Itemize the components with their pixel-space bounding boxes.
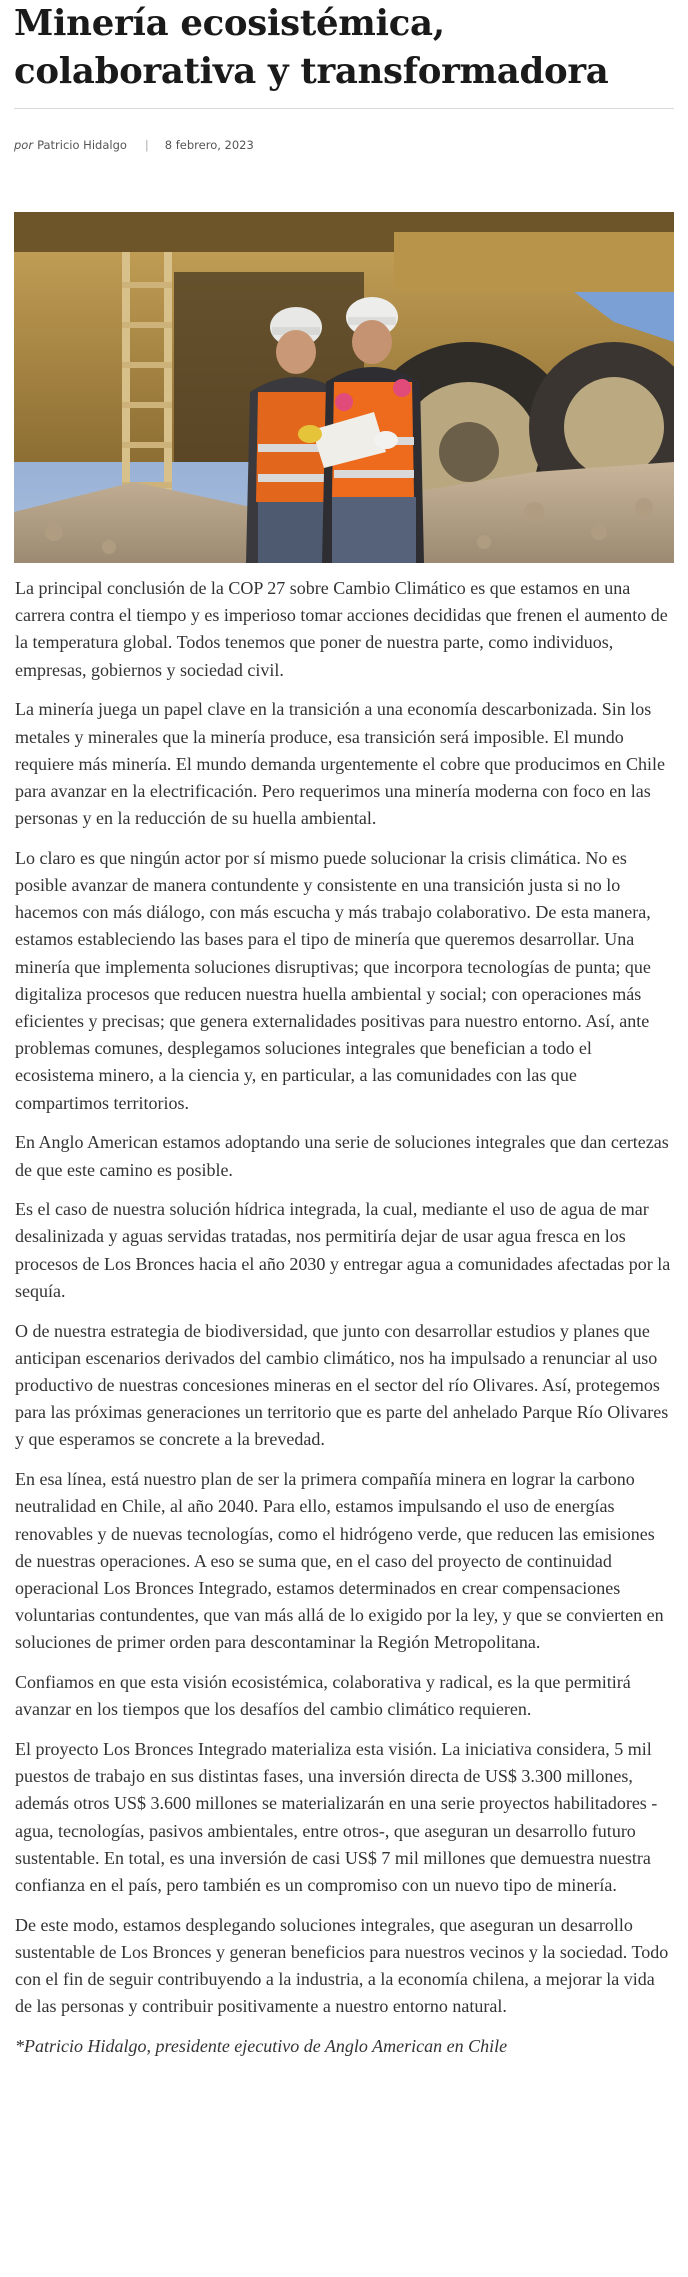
author-signature: *Patricio Hidalgo, presidente ejecutivo de Anglo American en Chile	[15, 2035, 508, 2056]
article-body	[15, 575, 675, 2073]
meta-separator: |	[144, 138, 149, 152]
mining-workers-photo-icon	[14, 212, 674, 563]
paragraph: O de nuestra estrategia de biodiversidad, que junto con desarrollar estudios y planes que anticipan escenarios derivados del cambio climático, nos ha impulsado a renunciar al uso productivo de nuestras concesiones mineras en el sector del río Olivares. Así, protegemos para las próximas generaciones un territorio que es parte del anhelado Parque Río Olivares y que esperamos se concrete a la brevedad.	[15, 1320, 669, 1450]
publish-date: 8 febrero, 2023	[164, 138, 254, 152]
paragraph: De este modo, estamos desplegando soluciones integrales, que aseguran un desarrollo sustentable de Los Bronces y generan beneficios para nuestros vecinos y la sociedad. Todo con el fin de seguir contribuyendo a la industria, a la economía chilena, a mejorar la vida de las personas y contribuir positivamente a nuestro entorno natural.	[15, 1914, 669, 2017]
paragraph: El proyecto Los Bronces Integrado materializa esta visión. La iniciativa considera, 5 mil puestos de trabajo en sus distintas fases, una inversión directa de US$ 3.300 millones, además otros US$ 3.600 millones se materializarán en una serie proyectos habilitadores -agua, tecnologías, pasivos ambientales, entre otros-, que aseguran un desarrollo futuro sustentable. En total, es una inversión de casi US$ 7 mil millones que demuestra nuestra confianza en el país, pero también es un compromiso con un nuevo tipo de minería.	[15, 1738, 658, 1895]
paragraph: La principal conclusión de la COP 27 sobre Cambio Climático es que estamos en una carrera contra el tiempo y es imperioso tomar acciones decididas que frenen el aumento de la temperatura global. Todos tenemos que poner de nuestra parte, como individuos, empresas, gobiernos y sociedad civil.	[15, 578, 668, 680]
paragraph: La minería juega un papel clave en la transición a una economía descarbonizada. Sin los metales y minerales que la minería produce, esa transición será imposible. El mundo requiere más minería. El mundo demanda urgentemente el cobre que producimos en Chile para avanzar en la electrificación. Pero requerimos una minería moderna con foco en las personas y en la reducción de su huella ambiental.	[15, 699, 665, 829]
article-header	[14, 0, 674, 155]
author-link[interactable]: Patricio Hidalgo	[37, 138, 127, 152]
article-meta	[14, 135, 674, 155]
paragraph: Es el caso de nuestra solución hídrica integrada, la cual, mediante el uso de agua de mar desalinizada y aguas servidas tratadas, nos permitiría dejar de usar agua fresca en los procesos de Los Bronces hacia el año 2030 y entregar agua a comunidades afectadas por la sequía.	[15, 1199, 671, 1301]
article-title: Minería ecosistémica, colaborativa y transformadora	[14, 3, 609, 92]
byline-prefix: por	[14, 138, 34, 152]
hero-image	[14, 212, 674, 563]
paragraph: En esa línea, está nuestro plan de ser la primera compañía minera en lograr la carbono neutralidad en Chile, al año 2040. Para ello, estamos impulsando el uso de energías renovables y de nuevas tecnologías, como el hidrógeno verde, que reducen las emisiones de nuestras operaciones. A eso se suma que, en el caso del proyecto de continuidad operacional Los Bronces Integrado, estamos determinados en crear compensaciones voluntarias contundentes, que van más allá de lo exigido por la ley, y que se convierten en soluciones de primer orden para descontaminar la Región Metropolitana.	[15, 1469, 664, 1653]
title-divider	[14, 108, 674, 109]
paragraph: En Anglo American estamos adoptando una serie de soluciones integrales que dan certezas de que este camino es posible.	[15, 1132, 669, 1180]
paragraph: Lo claro es que ningún actor por sí mismo puede solucionar la crisis climática. No es posible avanzar de manera contundente y consistente en una transición justa si no lo hacemos con más diálogo, con más escucha y más trabajo colaborativo. De esta manera, estamos estableciendo las bases para el tipo de minería que queremos desarrollar. Una minería que implementa soluciones disruptivas; que incorpora tecnologías de punta; que digitaliza procesos que reducen nuestra huella ambiental y social; con operaciones más eficientes y precisas; que genera externalidades positivas para nuestro entorno. Así, ante problemas comunes, desplegamos soluciones integrales que benefician a todo el ecosistema minero, a la ciencia y, en particular, a las comunidades con las que compartimos territorios.	[15, 847, 651, 1113]
paragraph: Confiamos en que esta visión ecosistémica, colaborativa y radical, es la que permitirá avanzar en los tiempos que los desafíos del cambio climático requieren.	[15, 1672, 631, 1720]
